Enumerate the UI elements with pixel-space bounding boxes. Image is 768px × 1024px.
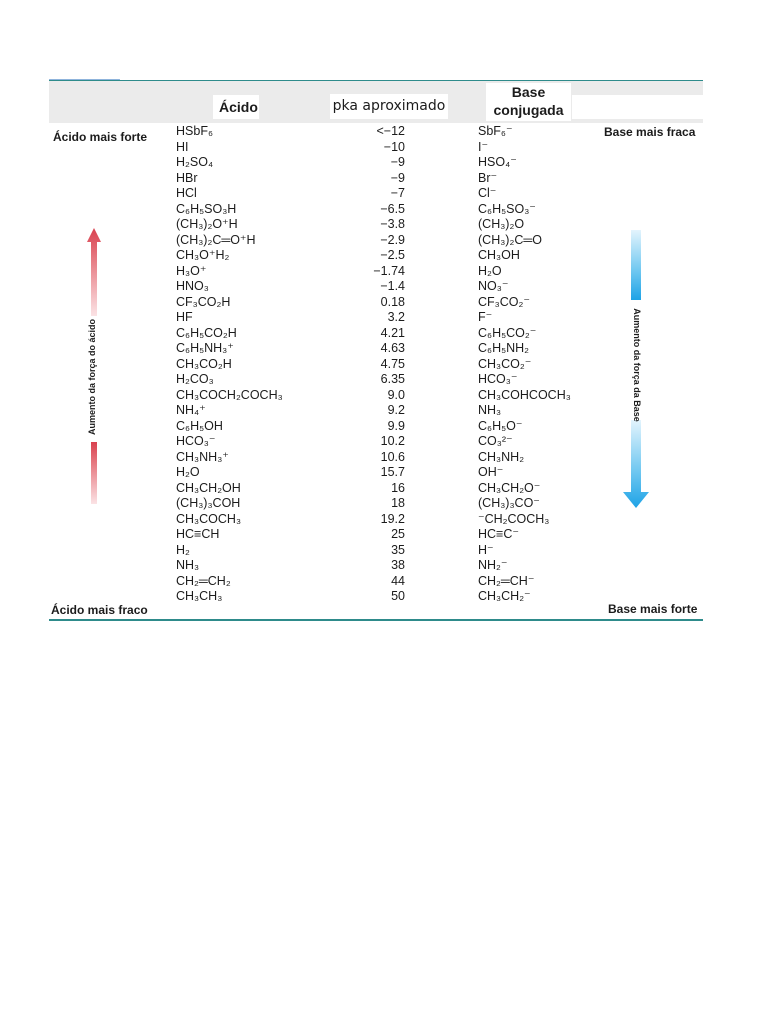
pka-cell: 3.2	[387, 310, 405, 324]
base-cell: CH₃OH	[478, 248, 520, 262]
pka-cell: −2.5	[380, 248, 405, 262]
base-cell: Cl⁻	[478, 186, 497, 200]
acid-column	[176, 124, 283, 605]
base-cell: (CH₃)₂C═O	[478, 232, 542, 247]
header-acid: Ácido	[213, 95, 259, 119]
acid-cell: CH₂═CH₂	[176, 573, 231, 588]
base-cell: C₆H₅NH₂	[478, 341, 530, 355]
base-cell: CH₃NH₂	[478, 449, 525, 464]
pka-column	[355, 124, 405, 605]
pka-cell: 44	[391, 573, 405, 588]
acid-cell: CH₃NH₃⁺	[176, 449, 229, 464]
acid-cell: HNO₃	[176, 279, 209, 293]
pka-cell: 4.21	[380, 325, 405, 340]
pka-cell: −7	[390, 186, 405, 200]
pka-cell: 4.63	[380, 341, 405, 355]
base-cell: CH₃COHCOCH₃	[478, 387, 571, 402]
pka-cell: −1.4	[380, 279, 405, 293]
label-weakest-base: Base mais fraca	[604, 125, 696, 139]
header-pka: pka aproximado	[330, 94, 448, 119]
pka-cell: −9	[390, 155, 405, 169]
acid-cell: H₂SO₄	[176, 155, 214, 169]
acid-cell: (CH₃)₂O⁺H	[176, 217, 238, 231]
header-base-line2: conjugada	[493, 102, 564, 118]
acid-cell: NH₄⁺	[176, 403, 206, 417]
acid-trend-label: Aumento da força do ácido	[87, 319, 97, 436]
acid-cell: HBr	[176, 170, 198, 185]
base-arrow-head	[623, 420, 649, 508]
pka-cell: 50	[391, 589, 405, 603]
acid-cell: HC≡CH	[176, 527, 220, 541]
acid-cell: C₆H₅SO₃H	[176, 201, 237, 216]
acid-cell: H₂	[176, 542, 190, 557]
acid-cell: CH₃CH₃	[176, 589, 223, 603]
pka-cell: 35	[391, 542, 405, 557]
base-cell: HCO₃⁻	[478, 372, 518, 386]
pka-cell: 0.18	[380, 294, 405, 309]
pka-cell: 9.2	[387, 403, 405, 417]
pka-cell: −1.74	[373, 263, 405, 278]
acid-cell: C₆H₅OH	[176, 418, 223, 433]
base-cell: CH₂═CH⁻	[478, 573, 535, 588]
pka-cell: 38	[391, 558, 405, 572]
base-cell: OH⁻	[478, 465, 504, 479]
pka-cell: 10.6	[380, 449, 405, 464]
acid-cell: H₃O⁺	[176, 263, 207, 278]
base-cell: NH₃	[478, 403, 502, 417]
pka-cell: 25	[391, 527, 405, 541]
base-cell: (CH₃)₂O	[478, 217, 525, 231]
base-cell: H⁻	[478, 542, 494, 557]
label-weakest-acid: Ácido mais fraco	[51, 603, 148, 617]
label-strongest-base: Base mais forte	[608, 602, 698, 616]
header-conjugate-base	[486, 83, 571, 121]
acid-cell: HCO₃⁻	[176, 434, 216, 448]
base-cell: HC≡C⁻	[478, 527, 519, 541]
pka-cell: −10	[383, 139, 405, 154]
base-arrow-tail	[631, 230, 641, 300]
acid-cell: CH₃COCH₂COCH₃	[176, 387, 283, 402]
conjugate-base-column	[478, 124, 571, 605]
acid-cell: (CH₃)₃COH	[176, 496, 241, 510]
base-cell: NO₃⁻	[478, 279, 509, 293]
acid-cell: HF	[176, 310, 193, 324]
acid-cell: H₂CO₃	[176, 372, 214, 386]
pka-cell: −9	[390, 170, 405, 185]
acid-cell: HI	[176, 139, 189, 154]
base-cell: I⁻	[478, 139, 489, 154]
bottom-rule	[49, 619, 703, 621]
base-cell: F⁻	[478, 310, 493, 324]
base-cell: CH₃CH₂⁻	[478, 589, 531, 603]
pka-cell: 16	[391, 480, 405, 495]
acid-cell: C₆H₅CO₂H	[176, 325, 237, 340]
base-cell: SbF₆⁻	[478, 124, 513, 138]
base-cell: C₆H₅CO₂⁻	[478, 325, 537, 340]
pka-cell: 18	[391, 496, 405, 510]
pka-cell: 19.2	[380, 511, 405, 526]
header-base-line1: Base	[511, 84, 546, 100]
base-cell: CH₃CO₂⁻	[478, 356, 532, 371]
acid-cell: CH₃COCH₃	[176, 511, 242, 526]
base-cell: C₆H₅O⁻	[478, 418, 523, 433]
base-cell: ⁻CH₂COCH₃	[478, 511, 550, 526]
acid-cell: CF₃CO₂H	[176, 294, 231, 309]
acid-cell: HSbF₆	[176, 124, 213, 138]
base-cell: Br⁻	[478, 170, 498, 185]
base-trend-label: Aumento da força da Base	[632, 308, 642, 422]
pka-cell: 9.9	[387, 418, 405, 433]
pka-cell: <−12	[376, 124, 405, 138]
acid-cell: HCl	[176, 186, 197, 200]
pka-cell: −2.9	[380, 232, 405, 247]
base-cell: CH₃CH₂O⁻	[478, 480, 541, 495]
base-cell: C₆H₅SO₃⁻	[478, 201, 536, 216]
acid-cell: CH₃CO₂H	[176, 356, 232, 371]
acid-cell: CH₃CH₂OH	[176, 480, 241, 495]
base-cell: H₂O	[478, 263, 502, 278]
base-cell: CO₃²⁻	[478, 434, 513, 448]
pka-cell: −6.5	[380, 201, 405, 216]
base-cell: (CH₃)₃CO⁻	[478, 496, 540, 510]
acid-cell: H₂O	[176, 465, 200, 479]
label-strongest-acid: Ácido mais forte	[53, 130, 148, 144]
pka-cell: 15.7	[380, 465, 405, 479]
acid-cell: C₆H₅NH₃⁺	[176, 341, 234, 355]
acid-cell: NH₃	[176, 558, 200, 572]
base-cell: CF₃CO₂⁻	[478, 294, 530, 309]
base-cell: NH₂⁻	[478, 558, 508, 572]
base-cell: HSO₄⁻	[478, 155, 517, 169]
pka-cell: 9.0	[387, 387, 405, 402]
acid-cell: (CH₃)₂C═O⁺H	[176, 232, 256, 247]
pka-cell: 6.35	[380, 372, 405, 386]
pka-cell: 4.75	[380, 356, 405, 371]
header-right-blank	[572, 95, 703, 119]
acid-cell: CH₃O⁺H₂	[176, 248, 230, 262]
pka-cell: 10.2	[380, 434, 405, 448]
pka-cell: −3.8	[380, 217, 405, 231]
acid-arrow-head	[87, 228, 101, 316]
acid-arrow-tail	[91, 442, 97, 504]
